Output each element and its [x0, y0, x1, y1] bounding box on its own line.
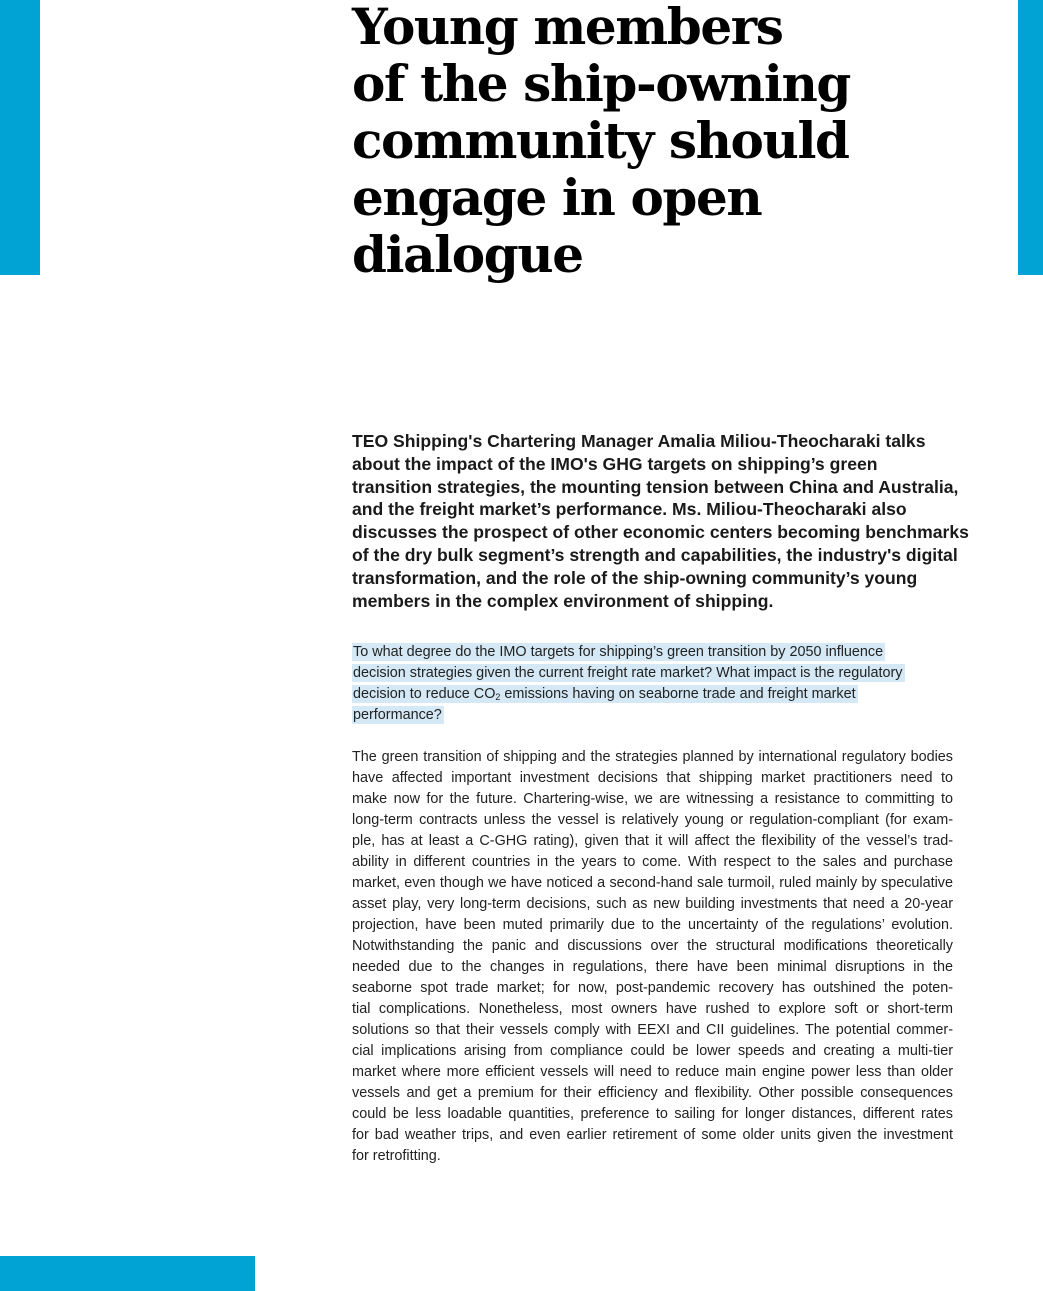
accent-bar-left: [0, 0, 40, 275]
headline-line: of the ship-owning: [352, 54, 850, 113]
headline-line: community should: [352, 111, 849, 170]
answer-body: [352, 747, 953, 1167]
body-line: ability in different countries in the years to come. With respect to the sales and purchase: [352, 854, 953, 870]
body-line: needed due to the changes in regulations, there have been minimal disruptions in the: [352, 959, 953, 975]
accent-bar-bottom: [0, 1256, 255, 1291]
question-line: To what degree do the IMO targets for shipping’s green transition by 2050 influence: [353, 644, 884, 660]
co2-subscript: 2: [495, 692, 501, 702]
body-line: ple, has at least a C-GHG rating), given that it will affect the flexibility of the vessel’s trad-: [352, 833, 953, 849]
lead-line: transformation, and the role of the ship-owning community’s young: [352, 567, 918, 588]
article-lead: [352, 430, 969, 612]
question-line: decision strategies given the current freight rate market? What impact is the regulatory: [353, 665, 903, 681]
question-text-after: emissions having on seaborne trade and freight market: [500, 686, 856, 702]
lead-line: members in the complex environment of shipping.: [352, 590, 774, 611]
question-line: [352, 685, 858, 703]
body-line: seaborne spot trade market; for now, post-pandemic recovery has outshined the poten-: [352, 980, 953, 996]
article-headline: [352, 0, 992, 283]
body-line: make now for the future. Chartering-wise, we are witnessing a resistance to committing to: [352, 791, 953, 807]
lead-line: discusses the prospect of other economic centers becoming benchmarks: [352, 522, 969, 543]
lead-line: about the impact of the IMO's GHG targets on shipping’s green: [352, 453, 878, 474]
body-line: projection, have been muted primarily due to the uncertainty of the regulations’ evolution.: [352, 917, 953, 933]
question-line: performance?: [353, 707, 442, 723]
headline-line: dialogue: [352, 225, 583, 284]
body-line: market, even though we have noticed a second-hand sale turmoil, ruled mainly by speculative: [352, 875, 953, 891]
question-text-before: decision to reduce CO: [353, 686, 496, 702]
lead-line: of the dry bulk segment’s strength and capabilities, the industry's digital: [352, 544, 958, 565]
body-line: for bad weather trips, and even earlier retirement of some older units given the investment: [352, 1127, 953, 1143]
body-line: solutions so that their vessels comply with EEXI and CII guidelines. The potential commer-: [352, 1022, 953, 1038]
headline-line: engage in open: [352, 168, 762, 227]
body-line: market where more efficient vessels will need to reduce main engine power less than older: [352, 1064, 953, 1080]
lead-line: TEO Shipping's Chartering Manager Amalia Miliou-Theocharaki talks: [352, 431, 926, 451]
body-line: have affected important investment decisions that shipping market practitioners need to: [352, 770, 953, 786]
lead-line: transition strategies, the mounting tension between China and Australia,: [352, 476, 959, 497]
body-line: could be less loadable quantities, preference to sailing for longer distances, different rates: [352, 1106, 953, 1122]
body-line: asset play, very long-term decisions, such as new building investments that need a 20-year: [352, 896, 953, 912]
body-line: long-term contracts unless the vessel is relatively young or regulation-compliant (for exam-: [352, 812, 953, 828]
accent-bar-right: [1018, 0, 1043, 275]
lead-line: and the freight market’s performance. Ms. Miliou-Theocharaki also: [352, 499, 907, 520]
body-line: vessels and get a premium for their efficiency and flexibility. Other possible consequences: [352, 1085, 953, 1101]
body-line: cial implications arising from compliance could be lower speeds and creating a multi-tier: [352, 1043, 953, 1059]
body-line: tial complications. Nonetheless, most owners have rushed to explore soft or short-term: [352, 1001, 953, 1017]
body-line: Notwithstanding the panic and discussions over the structural modifications theoretically: [352, 938, 953, 954]
body-line: for retrofitting.: [352, 1148, 441, 1164]
headline-line: Young members: [352, 0, 783, 56]
body-line: The green transition of shipping and the strategies planned by international regulatory bodies: [352, 749, 953, 765]
interview-question: [352, 642, 962, 726]
